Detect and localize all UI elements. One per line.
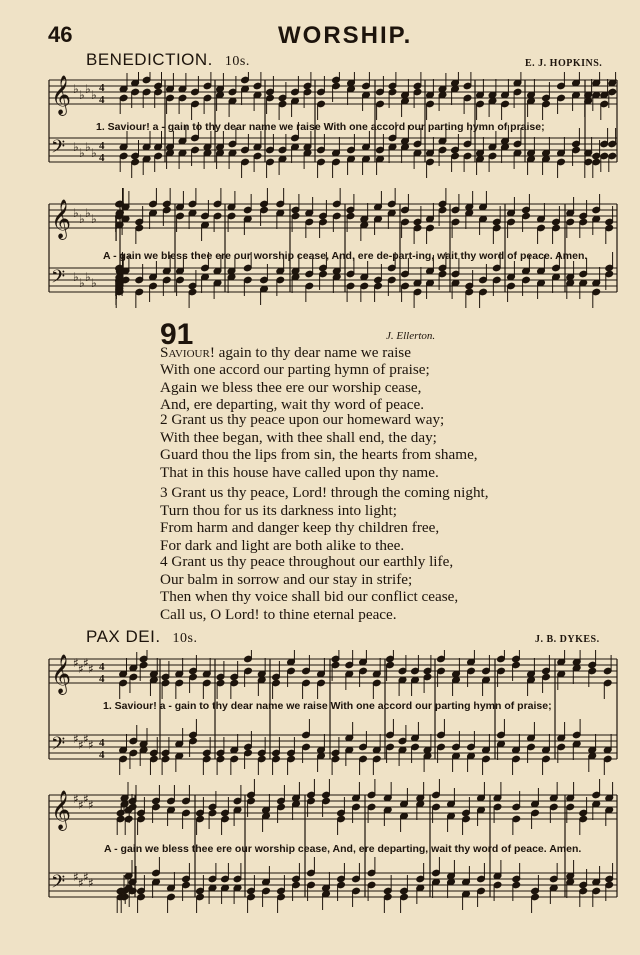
flat-icon: ♭ bbox=[79, 276, 85, 290]
bass-clef-icon: 𝄢 bbox=[51, 267, 66, 292]
sharp-icon: ♯ bbox=[88, 876, 94, 890]
time-signature: 4 bbox=[99, 82, 105, 94]
verse-line: 3 Grant us thy peace, Lord! through the coming night, bbox=[160, 484, 489, 501]
sharp-icon: ♯ bbox=[78, 876, 84, 890]
bass-clef-icon: 𝄢 bbox=[51, 734, 66, 759]
tune-composer-benediction: E. J. HOPKINS. bbox=[525, 58, 603, 69]
hymn-first-line bbox=[160, 344, 411, 362]
flat-icon: ♭ bbox=[79, 146, 85, 160]
sharp-icon: ♯ bbox=[73, 656, 79, 670]
verse-2 bbox=[160, 411, 478, 481]
sharp-icon: ♯ bbox=[83, 732, 89, 746]
flat-icon: ♭ bbox=[73, 270, 79, 284]
lyrics-line-2-benediction: A - gain we bless thee ere our worship cease, And, ere de-part-ing, wait thy word of peace. Amen. bbox=[103, 250, 588, 262]
flat-icon: ♭ bbox=[85, 206, 91, 220]
treble-clef-icon: 𝄞 bbox=[51, 654, 72, 694]
sharp-icon: ♯ bbox=[88, 798, 94, 812]
flat-icon: ♭ bbox=[85, 270, 91, 284]
sharp-icon: ♯ bbox=[73, 870, 79, 884]
lyrics-line-1-pax-dei: 1. Saviour! a - gain to thy dear name we raise With one accord our parting hymn of praise; bbox=[103, 700, 552, 712]
music-score-pax-dei bbox=[45, 650, 620, 950]
time-signature: 4 bbox=[99, 737, 105, 749]
tune-title-benediction bbox=[86, 50, 250, 70]
sharp-icon: ♯ bbox=[73, 792, 79, 806]
flat-icon: ♭ bbox=[73, 206, 79, 220]
treble-clef-icon: 𝄞 bbox=[51, 199, 72, 239]
bass-clef-icon: 𝄢 bbox=[51, 137, 66, 162]
verse-line: Again we bless thee ere our worship cease, bbox=[160, 378, 422, 396]
time-signature: 4 bbox=[99, 673, 105, 685]
section-title: WORSHIP. bbox=[278, 22, 413, 49]
verse-line: For dark and light are both alike to thee. bbox=[160, 536, 405, 554]
verse-line: Turn thou for us its darkness into light; bbox=[160, 501, 397, 519]
flat-icon: ♭ bbox=[73, 140, 79, 154]
verse-line: From harm and danger keep thy children free, bbox=[160, 519, 440, 536]
time-signature: 4 bbox=[99, 94, 105, 106]
verse-line: Our balm in sorrow and our stay in strife; bbox=[160, 570, 413, 588]
first-line-rest: ! again to thy dear name we raise bbox=[209, 344, 411, 361]
verse-line: With one accord our parting hymn of praise; bbox=[160, 361, 430, 378]
treble-clef-icon: 𝄞 bbox=[51, 790, 72, 830]
time-signature: 4 bbox=[99, 140, 105, 152]
sharp-icon: ♯ bbox=[83, 792, 89, 806]
flat-icon: ♭ bbox=[91, 146, 97, 160]
tune-name: BENEDICTION. bbox=[86, 50, 213, 69]
tune-title-pax-dei bbox=[86, 627, 198, 647]
sharp-icon: ♯ bbox=[78, 798, 84, 812]
sharp-icon: ♯ bbox=[78, 738, 84, 752]
time-signature: 4 bbox=[99, 661, 105, 673]
flat-icon: ♭ bbox=[79, 88, 85, 102]
hymn-author: J. Ellerton. bbox=[386, 330, 436, 342]
sharp-icon: ♯ bbox=[73, 732, 79, 746]
verse-line: 4 Grant us thy peace throughout our earthly life, bbox=[160, 553, 454, 570]
verse-line: Then when thy voice shall bid our conflict cease, bbox=[160, 588, 459, 605]
tune-composer-pax-dei: J. B. DYKES. bbox=[535, 634, 600, 645]
verse-line: Call us, O Lord! to thine eternal peace. bbox=[160, 605, 397, 623]
flat-icon: ♭ bbox=[91, 88, 97, 102]
sharp-icon: ♯ bbox=[88, 738, 94, 752]
first-word: Saviour bbox=[160, 344, 210, 361]
verse-line: With thee began, with thee shall end, the day; bbox=[160, 428, 437, 446]
treble-clef-icon: 𝄞 bbox=[51, 75, 72, 115]
time-signature: 4 bbox=[99, 749, 105, 761]
flat-icon: ♭ bbox=[91, 212, 97, 226]
verse-line: That in this house have called upon thy name. bbox=[160, 463, 439, 481]
flat-icon: ♭ bbox=[91, 276, 97, 290]
lyrics-line-2-pax-dei: A - gain we bless thee ere our worship cease, And, ere departing, wait thy word of peace. Amen. bbox=[104, 843, 582, 855]
verse-1 bbox=[160, 361, 430, 414]
tune-name: PAX DEI. bbox=[86, 627, 161, 646]
flat-icon: ♭ bbox=[85, 140, 91, 154]
hymn-number: 91 bbox=[160, 318, 194, 351]
tune-meter: 10s. bbox=[224, 54, 250, 69]
lyrics-line-1-benediction: 1. Saviour! a - gain to thy dear name we raise With one accord our parting hymn of praise; bbox=[96, 121, 545, 133]
verse-line: And, ere departing, wait thy word of peace. bbox=[160, 396, 424, 413]
flat-icon: ♭ bbox=[79, 212, 85, 226]
sharp-icon: ♯ bbox=[78, 662, 84, 676]
page-number: 46 bbox=[48, 22, 73, 47]
verse-line: Guard thou the lips from sin, the hearts from shame, bbox=[160, 446, 478, 463]
music-score-benediction bbox=[45, 72, 620, 312]
verse-3 bbox=[160, 484, 489, 554]
tune-meter: 10s. bbox=[172, 631, 198, 646]
flat-icon: ♭ bbox=[85, 82, 91, 96]
sharp-icon: ♯ bbox=[83, 870, 89, 884]
verse-line: 2 Grant us thy peace upon our homeward way; bbox=[160, 411, 445, 428]
flat-icon: ♭ bbox=[73, 82, 79, 96]
bass-clef-icon: 𝄢 bbox=[51, 872, 66, 897]
sharp-icon: ♯ bbox=[83, 656, 89, 670]
sharp-icon: ♯ bbox=[88, 662, 94, 676]
time-signature: 4 bbox=[99, 152, 105, 164]
verse-4 bbox=[160, 553, 458, 623]
